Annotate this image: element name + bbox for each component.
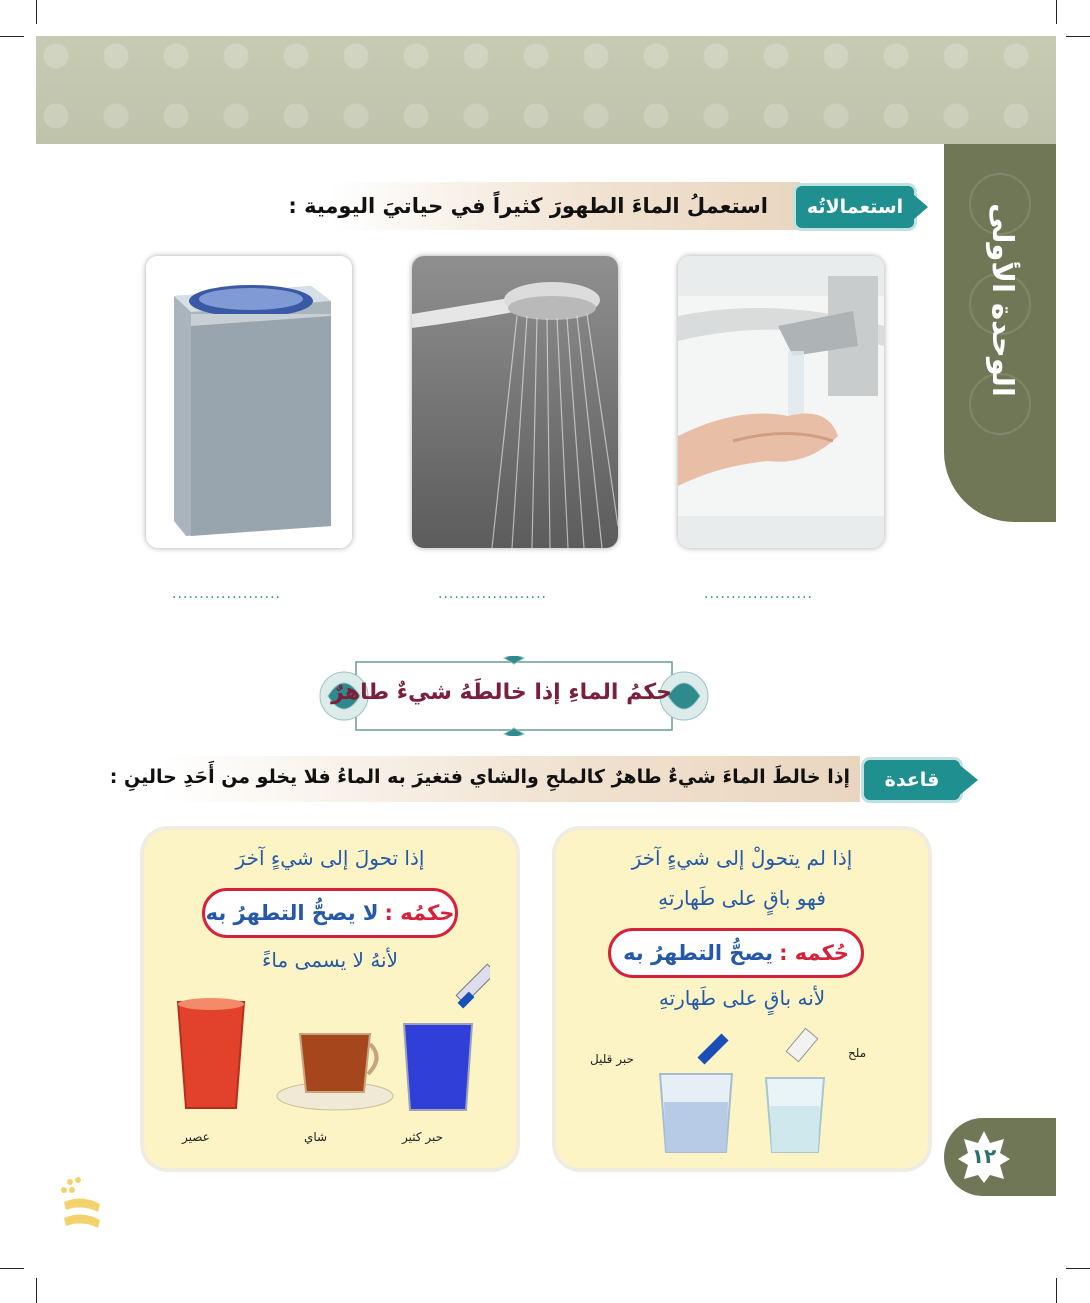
- verdict-value: لا يصحُّ التطهرُ به: [205, 901, 379, 925]
- page-number-tab: [944, 1118, 1056, 1196]
- answer-blank-2[interactable]: ....................: [438, 586, 548, 602]
- label-tea: شاي: [304, 1130, 328, 1144]
- answer-blank-1[interactable]: ....................: [704, 586, 814, 602]
- not-changed-line1: إذا لم يتحولْ إلى شيءٍ آخرَ: [631, 846, 853, 870]
- crop-mark: [1066, 1268, 1090, 1269]
- unit-tab-label: الوحدة الأولى: [986, 203, 1021, 397]
- crop-mark: [36, 0, 37, 24]
- photo-handwashing: [678, 256, 884, 548]
- crop-mark: [36, 1278, 37, 1303]
- card-not-changed: [556, 830, 928, 1168]
- not-changed-line2: فهو باقٍ على طَهارتهِ: [658, 886, 826, 910]
- label-juice: عصير: [182, 1130, 210, 1144]
- ruling-title: حكمُ الماءِ إذا خالطَهُ شيءٌ طاهرٌ: [331, 680, 672, 705]
- photo-shower: [412, 256, 618, 548]
- glasses-colored-illustration: [170, 948, 490, 1114]
- crop-mark: [0, 1268, 24, 1269]
- glasses-clear-illustration: [656, 1026, 856, 1162]
- crop-mark: [1066, 36, 1090, 37]
- rule-badge: [864, 760, 960, 800]
- answer-blank-3[interactable]: ....................: [172, 586, 282, 602]
- ruling-title-frame: [314, 656, 714, 736]
- verdict-value: يصحُّ التطهرُ به: [623, 941, 774, 965]
- label-little-ink: حبر قليل: [590, 1052, 634, 1066]
- verdict-key: حُكمه :: [779, 941, 849, 965]
- usage-badge: [796, 186, 914, 228]
- rule-badge-arrow: [956, 762, 978, 798]
- changed-verdict: [202, 888, 458, 938]
- crop-mark: [1056, 1278, 1057, 1303]
- verdict-key: حكمُه :: [384, 901, 455, 925]
- publisher-logo-icon: [56, 1176, 106, 1236]
- changed-reason: لأنهُ لا يسمى ماءً: [261, 948, 399, 972]
- rule-text: إذا خالطَ الماءَ شيءٌ طاهرٌ كالملحِ والشاي فتغيرَ به الماءُ فلا يخلو من أَحَدِ حالينِ :: [109, 766, 850, 788]
- not-changed-verdict: [608, 928, 864, 978]
- crop-mark: [1056, 0, 1057, 24]
- page-number: ١٢: [971, 1144, 997, 1168]
- rule-badge-label: قاعدة: [884, 769, 940, 791]
- photo-washing-machine: [146, 256, 352, 548]
- not-changed-reason: لأنه باقٍ على طَهارتهِ: [658, 986, 826, 1010]
- unit-tab-title: [958, 150, 1048, 450]
- header-band: [36, 36, 1056, 144]
- card-changed: [144, 830, 516, 1168]
- label-much-ink: حبر كثير: [402, 1130, 444, 1144]
- changed-line1: إذا تحولَ إلى شيءٍ آخرَ: [235, 846, 425, 870]
- usage-text: استعملُ الماءَ الطهورَ كثيراً في حياتيَ اليومية :: [288, 194, 768, 218]
- usage-badge-arrow: [906, 188, 928, 226]
- crop-mark: [0, 36, 24, 37]
- label-salt: ملح: [848, 1046, 867, 1060]
- usage-badge-label: استعمالاتُه: [806, 196, 904, 218]
